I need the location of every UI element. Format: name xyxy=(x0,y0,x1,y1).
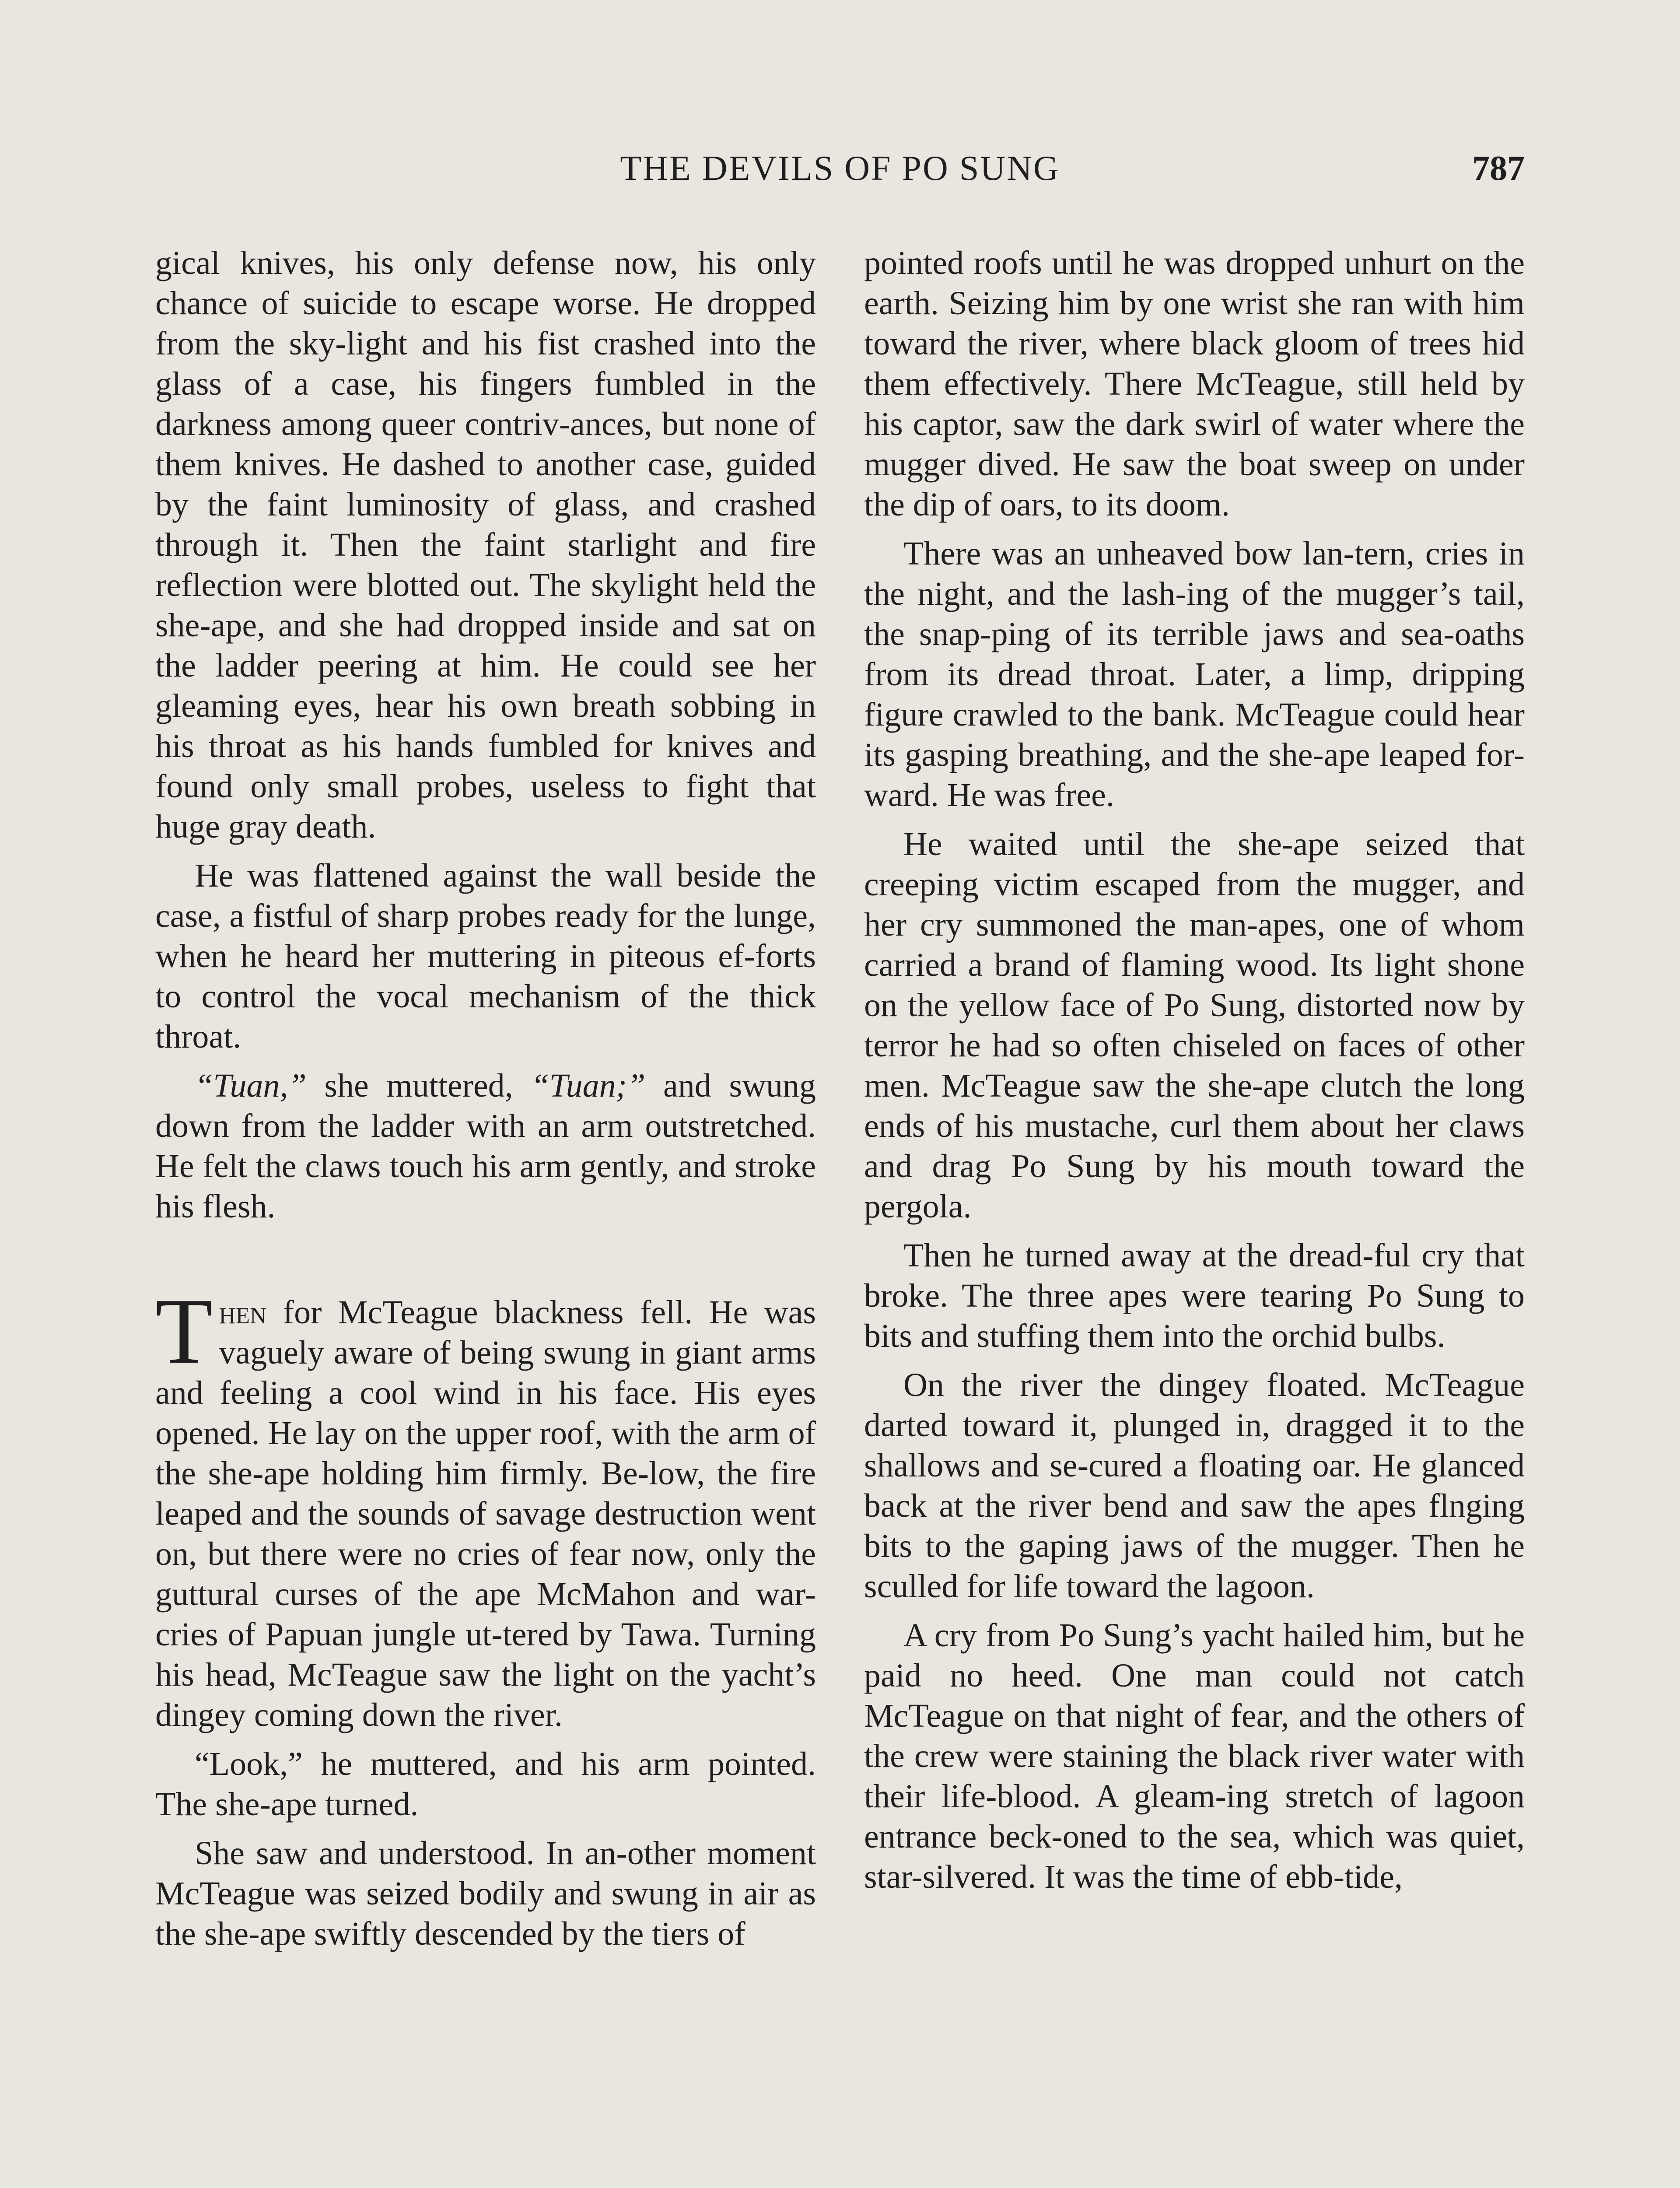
paragraph: Then he turned away at the dread-ful cry that broke. The three apes were tearing Po Sung to bits and stuffing them into the orchid bulbs. xyxy=(864,1237,1525,1354)
left-column xyxy=(155,243,816,1963)
quoted-word: “Tuan,” xyxy=(195,1067,307,1104)
quoted-word: “Tuan;” xyxy=(531,1067,646,1104)
paragraph: pointed roofs until he was dropped unhurt on the earth. Seizing him by one wrist she ran with him toward the river, where black gloom of trees hid them effectively. There McTeague, still held by his captor, saw the dark swirl of water where the mugger dived. He saw the boat sweep on under the dip of oars, to its doom. xyxy=(864,245,1525,523)
page-number: 787 xyxy=(1472,149,1525,188)
running-title: THE DEVILS OF PO SUNG xyxy=(620,149,1060,188)
paragraph: gical knives, his only defense now, his only chance of suicide to escape worse. He dropped from the sky-light and his fist crashed into the glass of a case, his fingers fumbled in the darkness among queer contriv-ances, but none of them knives. He dashed to another case, guided by the faint luminosity of glass, and crashed through it. Then the faint starlight and fire reflection were blotted out. The skylight held the she-ape, and she had dropped inside and sat on the ladder peering at him. He could see her gleaming eyes, hear his own breath sobbing in his throat as his hands fumbled for knives and found only small probes, useless to fight that huge gray death. xyxy=(155,245,816,845)
paragraph: “Look,” he muttered, and his arm pointed. The she-ape turned. xyxy=(155,1746,816,1823)
paragraph xyxy=(155,1066,816,1227)
section-opening-paragraph xyxy=(155,1279,816,1735)
drop-cap: T xyxy=(155,1279,213,1383)
small-caps-lead: hen xyxy=(219,1294,267,1331)
paragraph: There was an unheaved bow lan-tern, cries in the night, and the lash-ing of the mugger’s tail, the snap-ping of its terrible jaws and sea-oaths from its dread throat. Later, a limp, dripping figure crawled to the bank. McTeague could hear its gasping breathing, and the she-ape leaped for-ward. He was free. xyxy=(864,535,1525,813)
paragraph: He waited until the she-ape seized that creeping victim escaped from the mugger, and her cry summoned the man-apes, one of whom carried a brand of flaming wood. Its light shone on the yellow face of Po Sung, distorted now by terror he had so often chiseled on faces of other men. McTeague saw the she-ape clutch the long ends of his mustache, curl them about her claws and drag Po Sung by his mouth toward the pergola. xyxy=(864,826,1525,1225)
paragraph-text: she muttered, xyxy=(306,1067,531,1104)
paragraph: She saw and understood. In an-other moment McTeague was seized bodily and swung in air as the she-ape swiftly descended by the tiers of xyxy=(155,1835,816,1952)
paragraph: He was flattened against the wall beside the case, a fistful of sharp probes ready for the lunge, when he heard her muttering in piteous ef-forts to control the vocal mechanism of the thick throat. xyxy=(155,857,816,1055)
paragraph-text: and swung down from the ladder with an arm outstretched. He felt the claws touch his arm gently, and stroke his flesh. xyxy=(155,1067,816,1225)
page-header xyxy=(155,144,1525,193)
paragraph: A cry from Po Sung’s yacht hailed him, but he paid no heed. One man could not catch McTeague on that night of fear, and the others of the crew were staining the black river water with their life-blood. A gleam-ing stretch of lagoon entrance beck-oned to the sea, which was quiet, star-silvered. It was the time of ebb-tide, xyxy=(864,1617,1525,1895)
right-column xyxy=(864,243,1525,1906)
paragraph: On the river the dingey floated. McTeague darted toward it, plunged in, dragged it to the shallows and se-cured a floating oar. He glanced back at the river bend and saw the apes flnging bits to the gaping jaws of the mugger. Then he sculled for life toward the lagoon. xyxy=(864,1367,1525,1605)
paragraph-text: for McTeague blackness fell. He was vaguely aware of being swung in giant arms and feeling a cool wind in his face. His eyes opened. He lay on the upper roof, with the arm of the she-ape holding him firmly. Be-low, the fire leaped and the sounds of savage destruction went on, but there were no cries of fear now, only the guttural curses of the ape McMahon and war-cries of Papuan jungle ut-tered by Tawa. Turning his head, McTeague saw the light on the yacht’s dingey coming down the river. xyxy=(155,1294,816,1733)
